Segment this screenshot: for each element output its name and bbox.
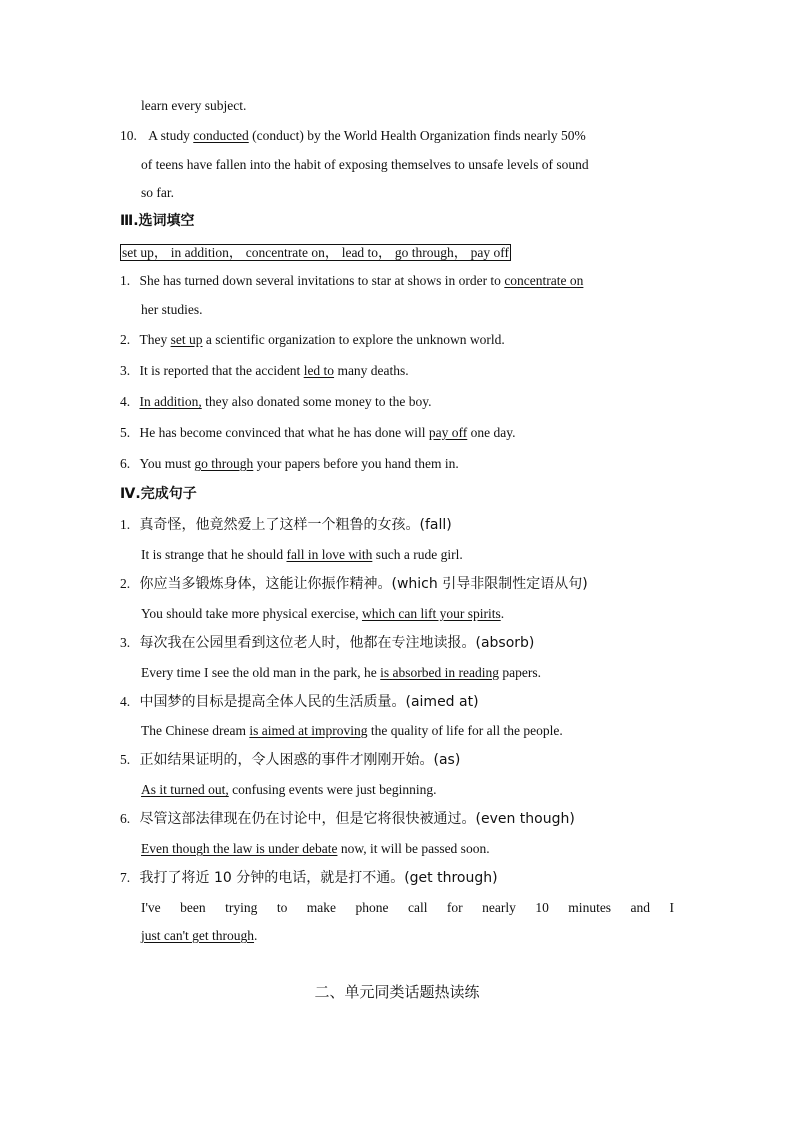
sentence-text: It is reported that the accident <box>139 363 304 378</box>
answer-blank: which can lift your spirits <box>361 606 501 621</box>
text-line <box>141 301 203 319</box>
question-number: 10. <box>120 128 137 143</box>
sentence-text: the quality of life for all the people. <box>367 723 563 738</box>
sentence-text: A study <box>148 128 194 143</box>
sentence-text: Every time I see the old man in the park, he <box>141 665 381 680</box>
question-item <box>120 331 505 349</box>
sentence-text: her studies. <box>141 302 203 317</box>
section-heading-text: Ⅳ.完成句子 <box>120 486 197 502</box>
sentence-text: your papers before you hand them in. <box>253 456 459 471</box>
question-number: 1. <box>120 517 131 532</box>
question-number: 6. <box>120 456 131 471</box>
question-item <box>120 810 575 828</box>
answer-line <box>120 781 436 799</box>
answer-blank: conducted <box>193 128 249 143</box>
question-item <box>120 393 431 411</box>
sentence-text: a scientific organization to explore the unknown world. <box>202 332 505 347</box>
question-number: 3. <box>120 363 131 378</box>
sentence-text: such a rude girl. <box>372 547 463 562</box>
chinese-prompt: 真奇怪，他竟然爱上了这样一个粗鲁的女孩。(fall) <box>139 517 452 533</box>
question-number: 2. <box>120 576 131 591</box>
question-item <box>120 362 409 380</box>
question-item <box>120 634 534 652</box>
sentence-text: many deaths. <box>334 363 409 378</box>
answer-line <box>141 927 257 945</box>
sentence-text: The Chinese dream <box>141 723 250 738</box>
text-line <box>141 97 246 115</box>
sentence-text: You must <box>139 456 195 471</box>
question-number: 7. <box>120 870 131 885</box>
answer-line <box>141 664 541 682</box>
question-item <box>120 869 498 887</box>
question-number: 1. <box>120 273 131 288</box>
answer-blank: led to <box>303 363 335 378</box>
question-item <box>120 272 583 290</box>
answer-blank: set up <box>170 332 203 347</box>
word-box <box>120 244 511 262</box>
sentence-text: one day. <box>467 425 516 440</box>
answer-blank: In addition, <box>139 394 202 409</box>
answer-blank: just can't get through <box>141 928 255 943</box>
sentence-text: . <box>500 606 505 621</box>
word-box-text: set up， in addition， concentrate on， lead to， go through， pay off <box>122 245 510 260</box>
answer-blank: Even though the law is under debate <box>141 841 338 856</box>
answer-line <box>141 722 563 740</box>
sentence-text: He has become convinced that what he has done will <box>139 425 429 440</box>
next-section-heading <box>0 983 794 1001</box>
answer-blank: is absorbed in reading <box>380 665 500 680</box>
answer-blank: concentrate on <box>504 273 584 288</box>
answer-line <box>120 840 490 858</box>
sentence-text: papers. <box>499 665 541 680</box>
sentence-text: they also donated some money to the boy. <box>201 394 432 409</box>
question-item <box>120 693 479 711</box>
answer-line <box>141 605 504 623</box>
sentence-text: I've been trying to make phone call for nearly 10 minutes and I <box>141 900 674 915</box>
chinese-prompt: 每次我在公园里看到这位老人时，他都在专注地读报。(absorb) <box>139 635 535 651</box>
sentence-text: She has turned down several invitations to star at shows in order to <box>139 273 505 288</box>
next-section-title: 二、单元同类话题热读练 <box>314 983 480 1001</box>
answer-blank: As it turned out, <box>141 782 229 797</box>
text-line <box>141 184 174 202</box>
question-number: 2. <box>120 332 131 347</box>
sentence-text: (conduct) by the World Health Organization finds nearly 50% <box>248 128 586 143</box>
text-line <box>141 156 589 174</box>
question-item <box>120 455 459 473</box>
section-heading <box>120 485 197 503</box>
sentence-text: confusing events were just beginning. <box>228 782 437 797</box>
sentence-text: of teens have fallen into the habit of exposing themselves to unsafe levels of sound <box>141 157 589 172</box>
sentence-text: It is strange that he should <box>141 547 287 562</box>
question-item <box>120 575 588 593</box>
question-number: 3. <box>120 635 131 650</box>
section-heading <box>120 212 195 230</box>
question-number: 5. <box>120 752 131 767</box>
sentence-text: You should take more physical exercise, <box>141 606 362 621</box>
sentence-text: They <box>139 332 171 347</box>
chinese-prompt: 你应当多锻炼身体，这能让你振作精神。(which 引导非限制性定语从句) <box>139 576 588 592</box>
chinese-prompt: 中国梦的目标是提高全体人民的生活质量。(aimed at) <box>139 694 479 710</box>
question-number: 5. <box>120 425 131 440</box>
chinese-prompt: 尽管这部法律现在仍在讨论中，但是它将很快被通过。(even though) <box>139 811 575 827</box>
answer-blank: go through <box>194 456 254 471</box>
answer-line <box>141 899 674 917</box>
section-heading-text: Ⅲ.选词填空 <box>120 213 195 229</box>
sentence-text: . <box>254 928 258 943</box>
question-item <box>120 751 460 769</box>
sentence-text: so far. <box>141 185 174 200</box>
chinese-prompt: 正如结果证明的，令人困惑的事件才刚刚开始。(as) <box>139 752 461 768</box>
chinese-prompt: 我打了将近 10 分钟的电话，就是打不通。(get through) <box>139 870 498 886</box>
question-item <box>120 516 452 534</box>
sentence-text: now, it will be passed soon. <box>337 841 490 856</box>
answer-blank: pay off <box>428 425 468 440</box>
question-number: 4. <box>120 694 131 709</box>
answer-blank: is aimed at improving <box>249 723 368 738</box>
sentence-text: learn every subject. <box>141 98 247 113</box>
answer-blank: fall in love with <box>286 547 373 562</box>
question-number: 6. <box>120 811 131 826</box>
answer-line <box>141 546 463 564</box>
question-10 <box>120 127 586 145</box>
question-number: 4. <box>120 394 131 409</box>
question-item <box>120 424 516 442</box>
